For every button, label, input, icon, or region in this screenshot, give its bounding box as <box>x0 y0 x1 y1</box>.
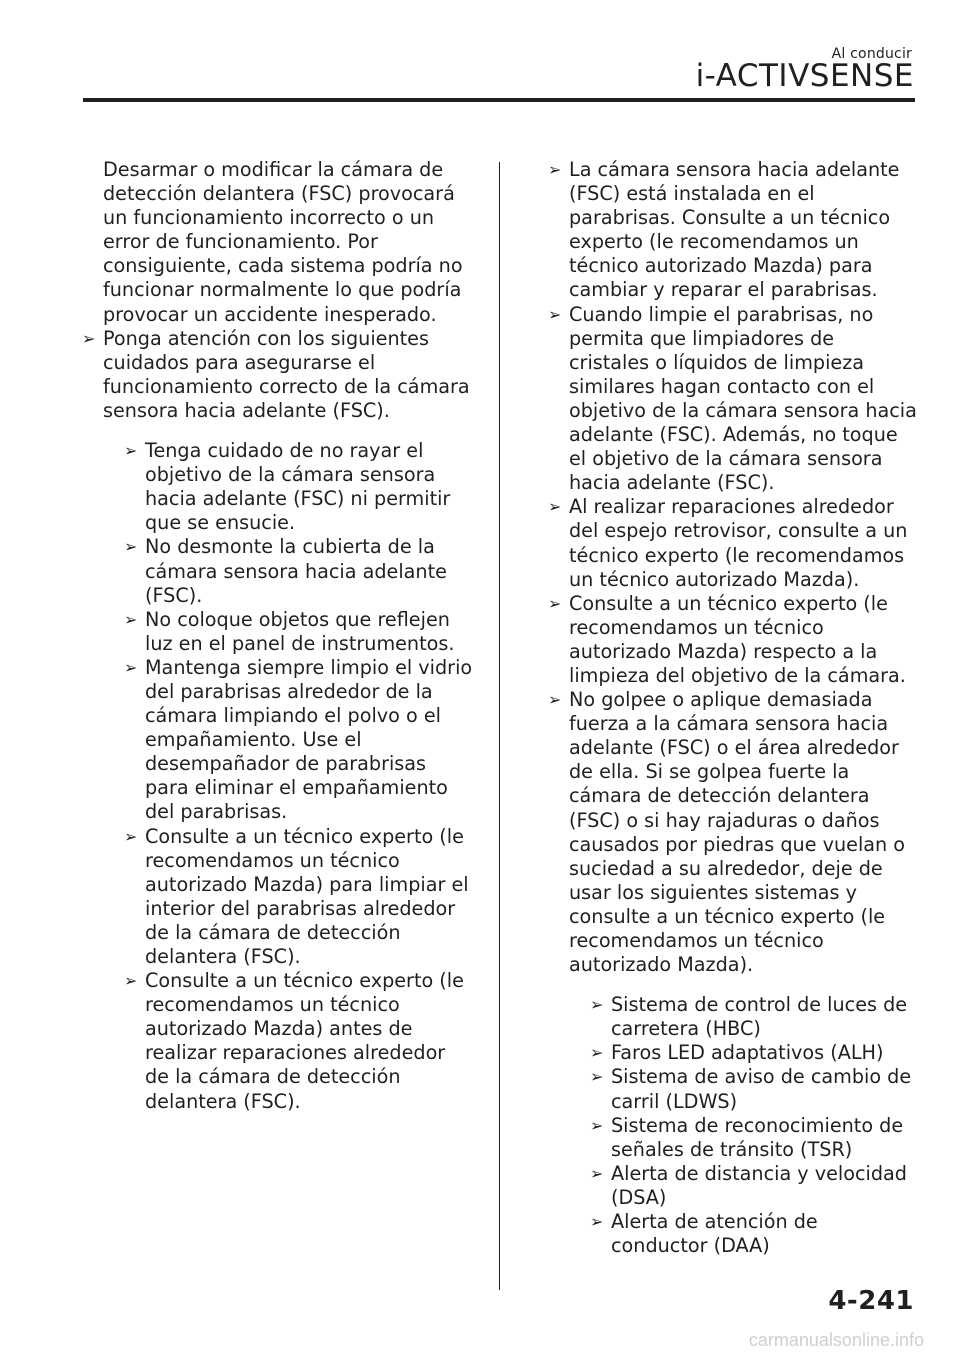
list-item-text: Ponga atención con los siguientes cuidados para asegurarse el funcionamiento correcto de la cámara sensora hacia adelante (FSC). <box>103 326 470 422</box>
sub-list-item-text: Sistema de aviso de cambio de carril (LDWS) <box>611 1065 912 1113</box>
arrow-bullet-icon: ➢ <box>548 593 562 613</box>
sub-list-item <box>124 825 474 970</box>
list-item-text: La cámara sensora hacia adelante (FSC) está instalada en el parabrisas. Consulte a un técnico experto (le recomendamos un técnico autorizado Mazda) para cambiar y reparar el parabrisas. <box>569 158 900 302</box>
sub-list-item <box>124 656 474 825</box>
sub-list-item <box>590 1162 920 1210</box>
sub-list-item-text: Consulte a un técnico experto (le recomendamos un técnico autorizado Mazda) para limpiar el interior del parabrisas alrededor de la cámara de detección delantera (FSC). <box>145 824 469 968</box>
left-list <box>82 327 474 1114</box>
sub-list-item <box>590 1065 920 1113</box>
header-divider <box>83 98 915 102</box>
arrow-bullet-icon: ➢ <box>124 826 138 846</box>
arrow-bullet-icon: ➢ <box>548 160 562 179</box>
arrow-bullet-icon: ➢ <box>124 971 138 991</box>
sub-list-item <box>590 1041 920 1065</box>
arrow-bullet-icon: ➢ <box>590 1115 604 1135</box>
sub-list-item-text: Sistema de control de luces de carretera (HBC) <box>611 993 908 1041</box>
sub-list-item <box>590 1114 920 1162</box>
left-column <box>82 158 474 1114</box>
arrow-bullet-icon: ➢ <box>590 995 604 1015</box>
arrow-bullet-icon: ➢ <box>124 657 138 677</box>
arrow-bullet-icon: ➢ <box>124 441 138 461</box>
arrow-bullet-icon: ➢ <box>124 537 138 557</box>
sub-list-item-text: Alerta de distancia y velocidad (DSA) <box>611 1161 907 1209</box>
sub-list-item <box>124 439 474 535</box>
sub-list-item-text: Faros LED adaptativos (ALH) <box>611 1041 884 1065</box>
arrow-bullet-icon: ➢ <box>548 304 562 324</box>
arrow-bullet-icon: ➢ <box>590 1067 604 1087</box>
column-divider <box>499 162 500 1290</box>
sub-list-item <box>124 969 474 1114</box>
page-number: 4-241 <box>828 1286 914 1316</box>
list-item <box>548 158 920 303</box>
arrow-bullet-icon: ➢ <box>82 328 96 348</box>
sub-list-item <box>590 1210 920 1258</box>
page-title: i-ACTIVSENSE <box>695 58 914 94</box>
right-column <box>548 158 920 1258</box>
watermark: carmanualsonline.info <box>748 1330 924 1350</box>
sub-list-item-text: Mantenga siempre limpio el vidrio del parabrisas alrededor de la cámara limpiando el polvo o el empañamiento. Use el desempañador de parabrisas para eliminar el empañamiento del parabrisas. <box>145 655 473 824</box>
list-item-text: Al realizar reparaciones alrededor del espejo retrovisor, consulte a un técnico experto (le recomendamos un técnico autorizado Mazda). <box>569 495 908 591</box>
list-item <box>548 303 920 496</box>
sub-list-item-text: Tenga cuidado de no rayar el objetivo de la cámara sensora hacia adelante (FSC) ni permitir que se ensucie. <box>145 439 451 535</box>
list-item <box>548 495 920 591</box>
arrow-bullet-icon: ➢ <box>590 1043 604 1063</box>
arrow-bullet-icon: ➢ <box>590 1212 604 1232</box>
list-item-text: No golpee o aplique demasiada fuerza a la cámara sensora hacia adelante (FSC) o el área alrededor de ella. Si se golpea fuerte la cámara de detección delantera (FSC) o si hay rajaduras o daños causados por piedras que vuelan o suciedad a su alrededor, deje de usar los siguientes sistemas y consulte a un técnico experto (le recomendamos un técnico autorizado Mazda). <box>569 688 906 977</box>
arrow-bullet-icon: ➢ <box>548 690 562 710</box>
right-list <box>548 158 920 1258</box>
section-label: Al conducir <box>831 46 912 62</box>
arrow-bullet-icon: ➢ <box>590 1163 604 1183</box>
arrow-bullet-icon: ➢ <box>548 497 562 517</box>
list-item-text: Cuando limpie el parabrisas, no permita que limpiadores de cristales o líquidos de limpieza similares hagan contacto con el objetivo de la cámara sensora hacia adelante (FSC). Además, no toque el objetivo de la cámara sensora hacia adelante (FSC). <box>569 302 917 495</box>
sub-list-item-text: No desmonte la cubierta de la cámara sensora hacia adelante (FSC). <box>145 535 447 607</box>
sub-list-item <box>124 608 474 656</box>
right-sublist <box>590 993 920 1258</box>
list-item-text: Consulte a un técnico experto (le recomendamos un técnico autorizado Mazda) respecto a la limpieza del objetivo de la cámara. <box>569 591 906 687</box>
list-item <box>548 688 920 1258</box>
sub-list-item-text: Sistema de reconocimiento de señales de tránsito (TSR) <box>611 1113 904 1161</box>
arrow-bullet-icon: ➢ <box>124 609 138 629</box>
sub-list-item-text: No coloque objetos que reflejen luz en el panel de instrumentos. <box>145 607 455 655</box>
list-item <box>82 327 474 1114</box>
list-item <box>548 592 920 688</box>
intro-paragraph: Desarmar o modificar la cámara de detección delantera (FSC) provocará un funcionamiento incorrecto o un error de funcionamiento. Por consiguiente, cada sistema podría no funcionar normalmente lo que podría provocar un accidente inesperado. <box>103 158 463 326</box>
left-sublist <box>124 439 474 1114</box>
sub-list-item-text: Consulte a un técnico experto (le recomendamos un técnico autorizado Mazda) antes de realizar reparaciones alrededor de la cámara de detección delantera (FSC). <box>145 969 464 1113</box>
sub-list-item <box>124 535 474 607</box>
sub-list-item-text: Alerta de atención de conductor (DAA) <box>611 1210 818 1258</box>
sub-list-item <box>590 993 920 1041</box>
